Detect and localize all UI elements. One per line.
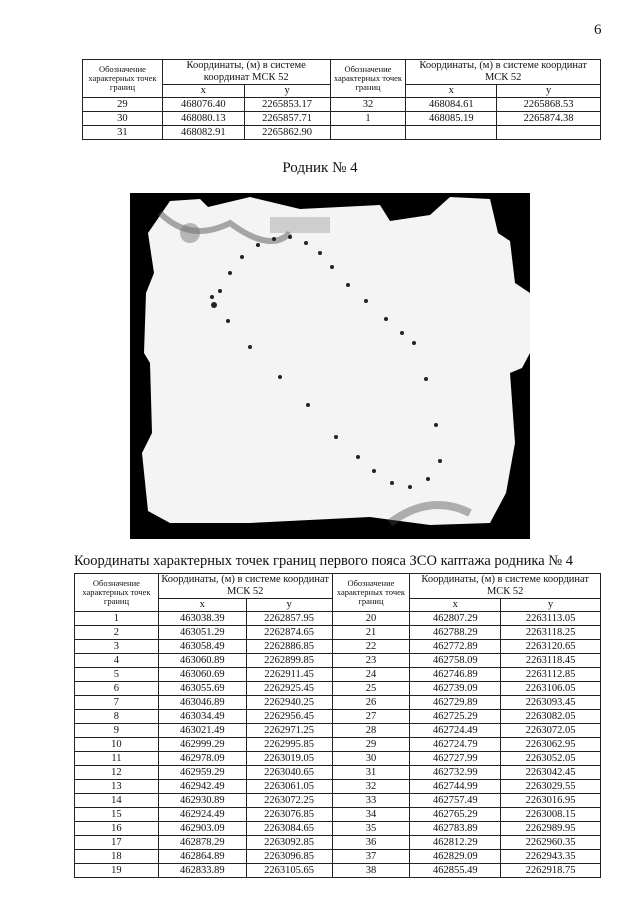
table-cell: 2263112.85 [501, 668, 601, 682]
table-cell: 31 [332, 766, 410, 780]
column-header-x: x [410, 599, 501, 612]
table-cell [330, 126, 406, 140]
table-cell: 7 [75, 696, 159, 710]
table-cell: 2265874.38 [497, 112, 601, 126]
table-cell: 35 [332, 822, 410, 836]
table-row [75, 724, 601, 738]
table-cell: 30 [332, 752, 410, 766]
table-cell: 462924.49 [158, 808, 246, 822]
table-cell: 462729.89 [410, 696, 501, 710]
table-cell: 2262971.25 [246, 724, 332, 738]
table-cell: 2263118.25 [501, 626, 601, 640]
table-row [75, 864, 601, 878]
table-cell: 28 [332, 724, 410, 738]
table-cell: 462725.29 [410, 710, 501, 724]
table-cell: 2262943.35 [501, 850, 601, 864]
table-cell: 6 [75, 682, 159, 696]
table-cell: 463034.49 [158, 710, 246, 724]
table-cell: 2263120.65 [501, 640, 601, 654]
table-cell: 20 [332, 612, 410, 626]
table-cell: 22 [332, 640, 410, 654]
table-cell: 463060.69 [158, 668, 246, 682]
table-cell: 1 [75, 612, 159, 626]
table-cell: 30 [83, 112, 163, 126]
table-row [75, 626, 601, 640]
table-row [83, 112, 601, 126]
column-header-coordinates: Координаты, (м) в системе координат МСК 52 [158, 574, 332, 599]
table-cell: 2263105.65 [246, 864, 332, 878]
table-cell: 462930.89 [158, 794, 246, 808]
table-cell: 2263096.85 [246, 850, 332, 864]
table-cell: 12 [75, 766, 159, 780]
table-cell: 2263106.05 [501, 682, 601, 696]
table-cell: 462864.89 [158, 850, 246, 864]
column-header-point: Обозначение характерных точек границ [332, 574, 410, 612]
column-header-x: x [406, 85, 497, 98]
table-cell: 463021.49 [158, 724, 246, 738]
table-cell: 25 [332, 682, 410, 696]
table-row [75, 794, 601, 808]
table-cell: 463058.49 [158, 640, 246, 654]
column-header-coordinates: Координаты, (м) в системе координат МСК 52 [406, 60, 601, 85]
table-row [75, 808, 601, 822]
table-cell: 2262857.95 [246, 612, 332, 626]
table-cell: 2262925.45 [246, 682, 332, 696]
table-row [75, 822, 601, 836]
table-cell: 17 [75, 836, 159, 850]
table-cell: 462829.09 [410, 850, 501, 864]
table-cell [497, 126, 601, 140]
table-cell: 2263029.55 [501, 780, 601, 794]
table-row [83, 126, 601, 140]
table-cell: 463055.69 [158, 682, 246, 696]
table-cell: 2262886.85 [246, 640, 332, 654]
table-cell: 2263118.45 [501, 654, 601, 668]
table-cell: 37 [332, 850, 410, 864]
table-cell: 13 [75, 780, 159, 794]
table-row [83, 98, 601, 112]
table-cell: 34 [332, 808, 410, 822]
table-cell [406, 126, 497, 140]
table-cell: 2265862.90 [244, 126, 330, 140]
table-cell: 2262911.45 [246, 668, 332, 682]
table-cell: 2263093.45 [501, 696, 601, 710]
table-cell: 463038.39 [158, 612, 246, 626]
table-cell: 11 [75, 752, 159, 766]
table-cell: 462788.29 [410, 626, 501, 640]
column-header-y: y [244, 85, 330, 98]
table-cell: 21 [332, 626, 410, 640]
table-cell: 463060.89 [158, 654, 246, 668]
page-number: 6 [594, 22, 602, 38]
table-row [75, 640, 601, 654]
table-row [75, 780, 601, 794]
table-row [75, 836, 601, 850]
table-cell: 29 [83, 98, 163, 112]
column-header-y: y [246, 599, 332, 612]
table-cell: 2262956.45 [246, 710, 332, 724]
table-cell: 462727.99 [410, 752, 501, 766]
table-cell: 19 [75, 864, 159, 878]
column-header-point: Обозначение характерных точек границ [83, 60, 163, 98]
table-cell: 462724.49 [410, 724, 501, 738]
table-cell: 462959.29 [158, 766, 246, 780]
column-header-point: Обозначение характерных точек границ [75, 574, 159, 612]
column-header-coordinates: Координаты, (м) в системе координат МСК 52 [162, 60, 330, 85]
table-cell: 462878.29 [158, 836, 246, 850]
table-cell: 2262940.25 [246, 696, 332, 710]
table-cell: 2263008.15 [501, 808, 601, 822]
table-cell: 462765.29 [410, 808, 501, 822]
table-cell: 462807.29 [410, 612, 501, 626]
table-cell: 2263016.95 [501, 794, 601, 808]
column-header-x: x [158, 599, 246, 612]
table-cell: 462739.09 [410, 682, 501, 696]
table-cell: 15 [75, 808, 159, 822]
table-cell: 29 [332, 738, 410, 752]
table-cell: 2263072.05 [501, 724, 601, 738]
table-cell: 2263082.05 [501, 710, 601, 724]
main-table-body [75, 612, 601, 878]
table-cell: 5 [75, 668, 159, 682]
table-cell: 14 [75, 794, 159, 808]
table-row [75, 668, 601, 682]
table-cell: 2262874.65 [246, 626, 332, 640]
table-cell: 462833.89 [158, 864, 246, 878]
table-cell: 463051.29 [158, 626, 246, 640]
table-cell: 2 [75, 626, 159, 640]
table-cell: 23 [332, 654, 410, 668]
column-header-x: x [162, 85, 244, 98]
table-row [75, 696, 601, 710]
table-cell: 2263072.25 [246, 794, 332, 808]
table-cell: 8 [75, 710, 159, 724]
table-cell: 2263052.05 [501, 752, 601, 766]
table-cell: 16 [75, 822, 159, 836]
table-cell: 2265853.17 [244, 98, 330, 112]
table-cell: 33 [332, 794, 410, 808]
table-row [75, 766, 601, 780]
table-cell: 462744.99 [410, 780, 501, 794]
spring-caption: Родник № 4 [282, 160, 358, 176]
table-row [75, 752, 601, 766]
table-cell: 468084.61 [406, 98, 497, 112]
table-cell: 2262995.85 [246, 738, 332, 752]
table-cell: 462757.49 [410, 794, 501, 808]
table-cell: 468076.40 [162, 98, 244, 112]
aerial-map-image [130, 193, 530, 539]
table-cell: 2263084.65 [246, 822, 332, 836]
table-cell: 462942.49 [158, 780, 246, 794]
table-cell: 462772.89 [410, 640, 501, 654]
table-cell: 36 [332, 836, 410, 850]
column-header-point: Обозначение характерных точек границ [330, 60, 406, 98]
column-header-coordinates: Координаты, (м) в системе координат МСК 52 [410, 574, 601, 599]
top-table-body [83, 98, 601, 140]
table-cell: 3 [75, 640, 159, 654]
table-cell: 2265857.71 [244, 112, 330, 126]
table-cell: 2263113.05 [501, 612, 601, 626]
main-coordinates-table [74, 573, 601, 878]
section-title: Координаты характерных точек границ первого пояса ЗСО каптажа родника № 4 [74, 553, 574, 569]
table-cell: 463046.89 [158, 696, 246, 710]
table-cell: 462903.09 [158, 822, 246, 836]
table-cell: 2262960.35 [501, 836, 601, 850]
table-cell: 2263092.85 [246, 836, 332, 850]
table-cell: 462724.79 [410, 738, 501, 752]
table-cell: 2263042.45 [501, 766, 601, 780]
table-cell: 9 [75, 724, 159, 738]
table-row [75, 850, 601, 864]
table-cell: 2263019.05 [246, 752, 332, 766]
table-cell: 2263062.95 [501, 738, 601, 752]
table-cell: 31 [83, 126, 163, 140]
table-cell: 2262918.75 [501, 864, 601, 878]
table-row [75, 682, 601, 696]
table-cell: 2262989.95 [501, 822, 601, 836]
table-cell: 468080.13 [162, 112, 244, 126]
table-cell: 462783.89 [410, 822, 501, 836]
table-cell: 24 [332, 668, 410, 682]
table-cell: 10 [75, 738, 159, 752]
table-cell: 18 [75, 850, 159, 864]
table-cell: 2262899.85 [246, 654, 332, 668]
aerial-map-icon [130, 193, 530, 539]
table-cell: 462812.29 [410, 836, 501, 850]
table-cell: 468085.19 [406, 112, 497, 126]
table-row [75, 654, 601, 668]
table-cell: 462732.99 [410, 766, 501, 780]
table-cell: 2263076.85 [246, 808, 332, 822]
table-cell: 32 [330, 98, 406, 112]
table-cell: 462746.89 [410, 668, 501, 682]
table-cell: 38 [332, 864, 410, 878]
table-cell: 4 [75, 654, 159, 668]
table-cell: 26 [332, 696, 410, 710]
table-cell: 2263040.65 [246, 766, 332, 780]
table-cell: 27 [332, 710, 410, 724]
table-row [75, 738, 601, 752]
table-cell: 462978.09 [158, 752, 246, 766]
table-row [75, 612, 601, 626]
table-cell: 462999.29 [158, 738, 246, 752]
table-cell: 462855.49 [410, 864, 501, 878]
table-cell: 32 [332, 780, 410, 794]
column-header-y: y [501, 599, 601, 612]
table-row [75, 710, 601, 724]
table-cell: 462758.09 [410, 654, 501, 668]
table-cell: 1 [330, 112, 406, 126]
top-coordinates-table [82, 59, 601, 140]
table-cell: 468082.91 [162, 126, 244, 140]
table-cell: 2265868.53 [497, 98, 601, 112]
table-cell: 2263061.05 [246, 780, 332, 794]
column-header-y: y [497, 85, 601, 98]
